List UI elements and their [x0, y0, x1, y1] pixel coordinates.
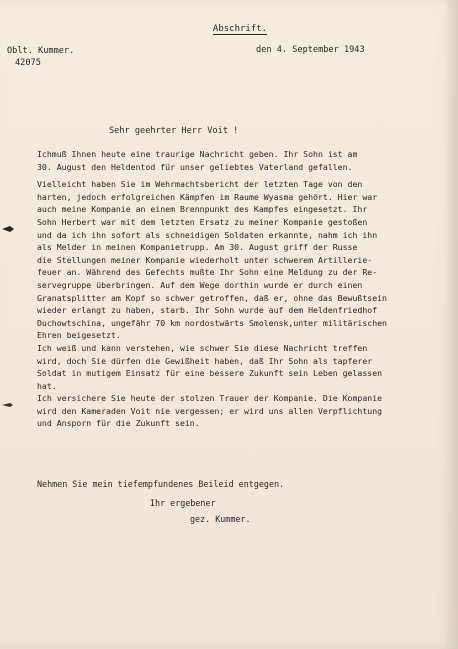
body-line: als Melder in meinen Kompanietrupp. Am 30. August griff der Russe	[37, 242, 358, 253]
signoff-greeting: Ihr ergebener	[150, 498, 216, 508]
body-line: 30. August den Heldentod für unser geliebtes Vaterland gefallen.	[37, 161, 353, 172]
body-line: Duchowtschina, ungefähr 70 km nordostwärts Smolensk,unter militärischen	[37, 317, 387, 328]
heading-text: Abschrift.	[212, 24, 268, 34]
body-line: wird, doch Sie dürfen die Gewißheit haben, daß Ihr Sohn als tapferer	[37, 355, 373, 366]
body-line: wieder erlangt zu haben, starb. Ihr Sohn wurde auf dem Heldenfriedhof	[37, 305, 378, 316]
sender-block	[7, 45, 74, 69]
body-line: Ich versichere Sie heute der stolzen Trauer der Kompanie. Die Kompanie	[37, 393, 383, 404]
body-line: Granatsplitter am Kopf so schwer getroffen, daß er, ohne das Bewußtsein	[37, 292, 387, 303]
body-line: auch meine Kompanie an einem Brennpunkt des Kampfes eingesetzt. Ihr	[37, 204, 368, 215]
salutation: Sehr geehrter Herr Voit !	[109, 126, 239, 136]
body-line: Sohn Herbert war mit dem letzten Ersatz zu meiner Kompanie gestoßen	[37, 216, 368, 227]
body-line: Vielleicht haben Sie im Wehrmachtsbericht der letzten Tage von den	[37, 179, 363, 190]
body-line: feuer an. Während des Gefechts mußte Ihr Sohn eine Meldung zu der Re-	[37, 267, 378, 278]
body-line: und Ansporn für die Zukunft sein.	[37, 418, 200, 429]
body-line: Ehren beigesetzt.	[37, 330, 121, 341]
sender-name: Oblt. Kummer.	[7, 46, 75, 56]
signoff-block	[150, 497, 251, 526]
body-line: und da ich ihn sofort als schneidigen Soldaten erkannte, nahm ich ihn	[37, 229, 378, 240]
body-line: harten, jedoch erfolgreichen Kämpfen im Raume Wyasma gehört. Hier war	[37, 191, 378, 202]
body-line: Ichmuß Ihnen heute eine traurige Nachricht geben. Ihr Sohn ist am	[37, 149, 358, 159]
body-line: die Stellungen meiner Kompanie wiederholt unter schwerem Artillerie-	[37, 254, 373, 265]
letter-body	[37, 148, 447, 430]
body-line: servegruppe überbringen. Auf dem Wege dorthin wurde er durch einen	[37, 279, 363, 290]
body-line: Ich weiß und kann verstehen, wie schwer Sie diese Nachricht treffen	[37, 342, 368, 353]
punch-mark-icon	[2, 402, 14, 408]
body-line: wird den Kameraden Voit nie vergessen; er wird uns allen Verpflichtung	[37, 405, 383, 416]
body-line: hat.	[37, 380, 57, 391]
sender-number: 42075	[15, 58, 41, 68]
document-heading	[0, 23, 458, 34]
closing-line: Nehmen Sie mein tiefempfundenes Beileid entgegen.	[37, 479, 285, 489]
punch-mark-icon	[2, 226, 14, 232]
letter-date: den 4. September 1943	[256, 45, 365, 55]
signature-name: gez. Kummer.	[190, 514, 251, 524]
body-line: Soldat in mutigem Einsatz für eine bessere Zukunft sein Leben gelassen	[37, 368, 383, 379]
